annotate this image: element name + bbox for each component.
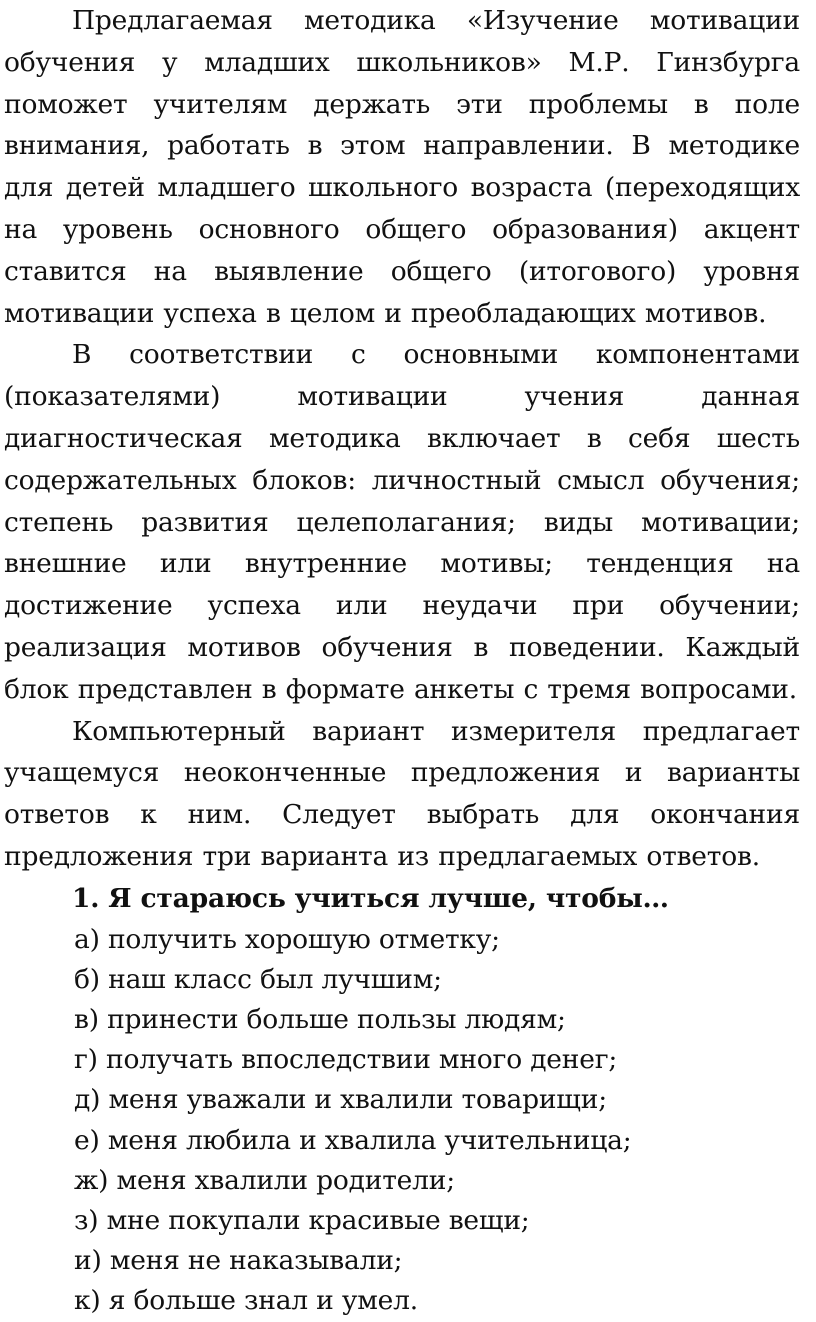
answer-options-list <box>4 920 800 1322</box>
paragraph-computer-variant: Компьютерный вариант измерителя предлагает учащемуся неоконченные предложения и варианты ответов к ним. Следует выбрать для окончания предложения три варианта из предлагаемых ответов. <box>4 715 800 872</box>
answer-option: ж) меня хвалили родители; <box>74 1164 455 1196</box>
answer-option: г) получать впоследствии много денег; <box>74 1044 618 1076</box>
answer-option: е) меня любила и хвалила учительница; <box>74 1124 632 1156</box>
answer-option: б) наш класс был лучшим; <box>74 963 442 995</box>
answer-option: д) меня уважали и хвалили товарищи; <box>74 1084 607 1116</box>
paragraph-intro: Предлагаемая методика «Изучение мотивации обучения у младших школьников» М.Р. Гинзбурга поможет учителям держать эти проблемы в поле внимания, работать в этом направлении. В методике для детей младшего школьного возраста (переходящих на уровень основного общего образования) акцент ставится на выявление общего (итогового) уровня мотивации успеха в целом и преобладающих мотивов. <box>4 5 800 329</box>
paragraph-components: В соответствии с основными компонентами (показателями) мотивации учения данная диагностическая методика включает в себя шесть содержательных блоков: личностный смысл обучения; степень развития целеполагания; виды мотивации; внешние или внутренние мотивы; тенденция на достижение успеха или неудачи при обучении; реализация мотивов обучения в поведении. Каждый блок представлен в формате анкеты с тремя вопросами. <box>4 339 800 705</box>
answer-option: и) меня не наказывали; <box>74 1245 403 1277</box>
answer-option: к) я больше знал и умел. <box>74 1285 418 1317</box>
answer-option: в) принести больше пользы людям; <box>74 1003 566 1035</box>
answer-option: з) мне покупали красивые вещи; <box>74 1204 530 1236</box>
question-title: 1. Я стараюсь учиться лучше, чтобы… <box>72 882 669 914</box>
answer-option: а) получить хорошую отметку; <box>74 923 500 955</box>
document-page <box>4 0 800 1322</box>
